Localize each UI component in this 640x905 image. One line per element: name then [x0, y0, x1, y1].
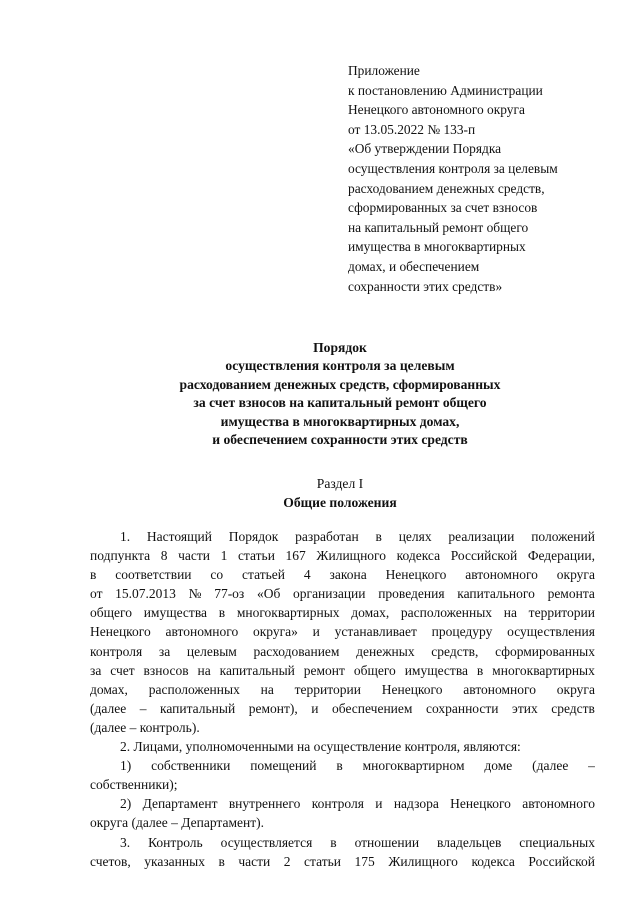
body-line: (далее – капитальный ремонт), и обеспечением сохранности этих средств	[90, 700, 595, 716]
title-line: расходованием денежных средств, сформированных	[179, 376, 501, 392]
body-line: домах, расположенных на территории Ненецкого автономного округа	[90, 681, 595, 697]
body-line: за счет взносов на капитальный ремонт общего имущества в многоквартирных	[90, 662, 595, 678]
body-line: счетов, указанных в части 2 статьи 175 Жилищного кодекса Российской	[90, 853, 595, 869]
body-line: округа (далее – Департамент).	[90, 815, 264, 831]
appendix-line: имущества в многоквартирных	[348, 239, 526, 255]
section-name: Общие положения	[283, 495, 397, 510]
document-title	[90, 339, 590, 449]
appendix-line: «Об утверждении Порядка	[348, 141, 502, 157]
appendix-line: сформированных за счет взносов	[348, 200, 538, 216]
title-line: Порядок	[313, 340, 367, 355]
appendix-line: Приложение	[348, 63, 420, 78]
appendix-line: к постановлению Администрации	[348, 82, 543, 98]
title-line: осуществления контроля за целевым	[225, 358, 455, 374]
body-line: 2) Департамент внутреннего контроля и надзора Ненецкого автономного	[120, 796, 595, 812]
body-line: общего имущества в многоквартирных домах, расположенных на территории	[90, 605, 595, 621]
body-line: 1. Настоящий Порядок разработан в целях реализации положений	[120, 529, 595, 544]
body-line: в соответствии со статьей 4 закона Ненецкого автономного округа	[90, 567, 595, 583]
body-line: подпункта 8 части 1 статьи 167 Жилищного кодекса Российской Федерации,	[90, 548, 595, 564]
appendix-line: сохранности этих средств»	[348, 278, 503, 294]
body-line: 3. Контроль осуществляется в отношении владельцев специальных	[120, 834, 595, 850]
body-line: от 15.07.2013 № 77-оз «Об организации проведения капитального ремонта	[90, 586, 595, 602]
body-line: 2. Лицами, уполномоченными на осуществление контроля, являются:	[120, 739, 521, 755]
body-line: 1) собственники помещений в многоквартирном доме (далее –	[120, 758, 595, 774]
appendix-line: от 13.05.2022 № 133-п	[348, 121, 476, 137]
section-number: Раздел I	[316, 476, 364, 491]
title-line: и обеспечением сохранности этих средств	[212, 432, 468, 448]
title-line: за счет взносов на капитальный ремонт общего	[193, 395, 487, 411]
appendix-line: осуществления контроля за целевым	[348, 160, 558, 176]
appendix-line: на капитальный ремонт общего	[348, 219, 529, 235]
body-line: контроля за целевым расходованием денежных средств, сформированных	[90, 643, 595, 659]
appendix-line: домах, и обеспечением	[348, 258, 480, 274]
appendix-line: расходованием денежных средств,	[348, 180, 545, 196]
body-line: Ненецкого автономного округа» и устанавливает процедуру осуществления	[90, 624, 595, 640]
title-line: имущества в многоквартирных домах,	[220, 413, 460, 429]
body-line: собственники);	[90, 777, 178, 793]
body-line: (далее – контроль).	[90, 719, 200, 735]
appendix-line: Ненецкого автономного округа	[348, 102, 525, 118]
body-text	[90, 527, 595, 871]
appendix-header	[348, 61, 628, 296]
